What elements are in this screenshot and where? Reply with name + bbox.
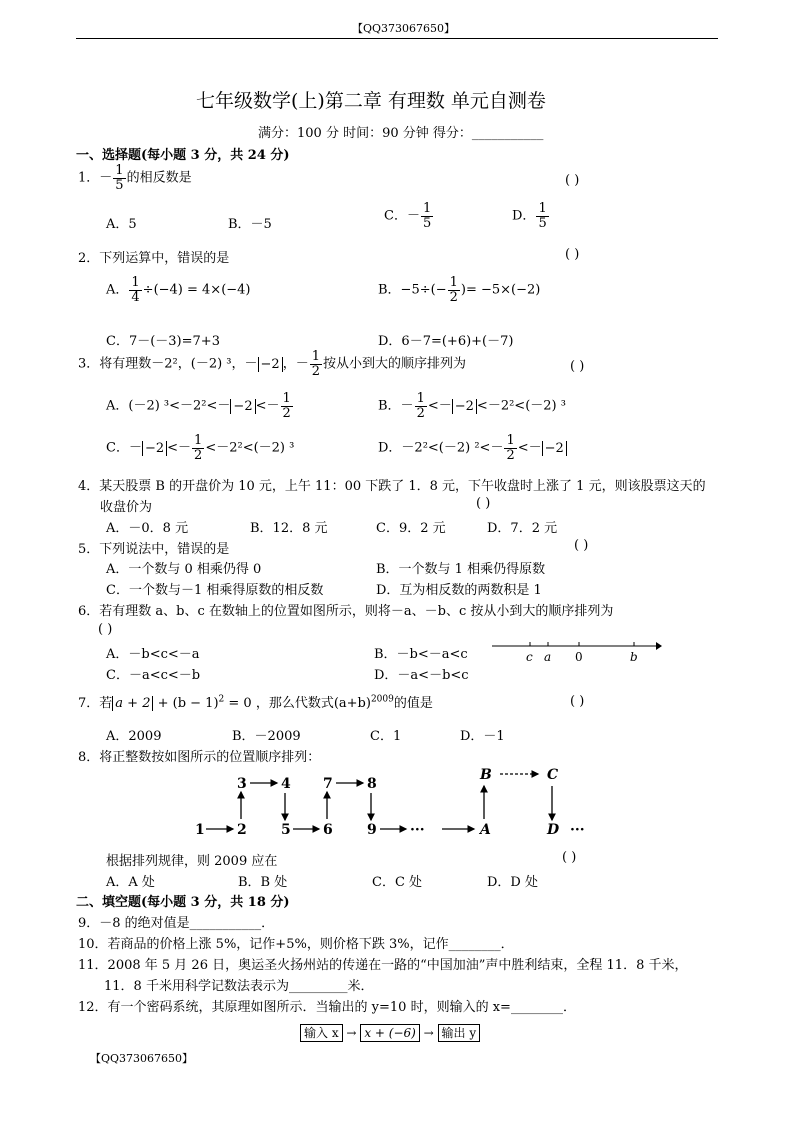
question-11: 11．2008 年 5 月 26 日，奥运圣火扬州站的传递在一路的“中国加油”声中胜利结束，全程 11．8 千米，	[78, 958, 688, 973]
header-rule	[76, 38, 718, 39]
q7-option-d: D．－1	[460, 729, 505, 744]
q2-option-c: C．7－(－3)=7+3	[106, 334, 220, 349]
number-line-figure	[488, 636, 664, 666]
q5-answer-paren: ( )	[574, 538, 589, 553]
q3-option-d: D．－2²<(－2) ²<－ $\frac{1}{2}$ <－ −2	[378, 434, 567, 462]
q8-option-d: D．D 处	[487, 875, 538, 890]
label-b: b	[630, 650, 638, 664]
q2-option-d: D．6－7=(+6)+(－7)	[378, 334, 514, 349]
node-6: 6	[323, 822, 333, 838]
number-arrangement-figure	[190, 764, 620, 844]
question-6: 6．若有理数 a、b、c 在数轴上的位置如图所示，则将－a、－b、c 按从小到大的顺序排列为	[78, 604, 614, 619]
score-meta: 满分：100 分 时间：90 分钟 得分：___________	[258, 126, 544, 141]
node-7: 7	[323, 776, 333, 792]
question-7: 7．若 $a + 2 + (b - 1)^2 = 0$ ，那么代数式$(a+b)^{2009}$的值是	[78, 694, 433, 711]
flow-operation-box: x + (−6)	[360, 1024, 420, 1042]
node-C: C	[547, 767, 559, 783]
node-3: 3	[237, 776, 247, 792]
ellipsis-dots-2: ···	[570, 822, 585, 838]
node-B: B	[480, 767, 492, 783]
question-5: 5．下列说法中，错误的是	[78, 542, 230, 557]
q2-option-b: B．−5÷(− $\frac{1}{2}$ )= −5×(−2)	[378, 275, 541, 305]
q4-answer-paren: ( )	[476, 496, 491, 511]
label-a: a	[544, 650, 552, 664]
q6-option-b: B．－b<－a<c	[374, 647, 468, 662]
footer-tag: 【QQ373067650】	[90, 1052, 194, 1065]
node-A: A	[480, 822, 491, 838]
flow-input-box: 输入 x	[300, 1024, 343, 1042]
label-c: c	[526, 650, 533, 664]
q5-option-b: B．一个数与 1 相乘仍得原数	[376, 562, 546, 577]
flow-diagram	[300, 1024, 480, 1042]
q2-answer-paren: ( )	[565, 247, 580, 262]
page-title: 七年级数学(上)第二章 有理数 单元自测卷	[196, 90, 546, 112]
q3-option-b: B．－ $\frac{1}{2}$ <－ −2 <－2²<(－2) ³	[378, 391, 566, 421]
q3-option-a: A．(－2) ³<－2²<－ −2 <－ $\frac{1}{2}$	[106, 391, 291, 421]
q1-option-b: B．－5	[228, 217, 272, 232]
q3-answer-paren: ( )	[570, 359, 585, 374]
node-5: 5	[281, 822, 291, 838]
q5-option-a: A．一个数与 0 相乘仍得 0	[106, 562, 262, 577]
question-11-cont: 11．8 千米用科学记数法表示为_________米．	[104, 979, 374, 994]
question-10: 10．若商品的价格上涨 5%，记作+5%，则价格下跌 3%，记作________．	[78, 937, 514, 952]
q7-answer-paren: ( )	[570, 694, 585, 709]
section-1-title: 一、选择题(每小题 3 分，共 24 分)	[76, 148, 290, 163]
q6-option-d: D．－a<－b<c	[374, 668, 469, 683]
q7-option-b: B．－2009	[232, 729, 301, 744]
flow-arrow-1: →	[346, 1026, 357, 1040]
flow-output-box: 输出 y	[438, 1024, 481, 1042]
section-2-title: 二、填空题(每小题 3 分，共 18 分)	[76, 895, 290, 910]
question-4: 4．某天股票 B 的开盘价为 10 元，上午 11：00 下跌了 1．8 元，下午收盘时上涨了 1 元，则该股票这天的	[78, 479, 706, 494]
number-line-arrow	[656, 642, 662, 650]
node-1: 1	[195, 822, 205, 838]
q4-option-b: B．12．8 元	[250, 521, 328, 536]
q2-option-a: A． $\frac{1}{4}$ ÷(−4) = 4×(−4)	[106, 275, 251, 305]
ellipsis-dots: ···	[410, 822, 425, 838]
node-9: 9	[367, 822, 377, 838]
question-2: 2．下列运算中，错误的是	[78, 251, 230, 266]
q8-option-b: B．B 处	[238, 875, 288, 890]
question-4-cont: 收盘价为	[100, 500, 153, 515]
q1-option-a: A．5	[106, 217, 137, 232]
q3-option-c: C．－ −2 <－ $\frac{1}{2}$ <－2²<(－2) ³	[106, 433, 295, 463]
q4-option-c: C．9．2 元	[376, 521, 446, 536]
q1-answer-paren: ( )	[565, 173, 580, 188]
q5-option-c: C．一个数与－1 相乘得原数的相反数	[106, 583, 324, 598]
node-D: D	[547, 822, 560, 838]
q6-option-c: C．－a<c<－b	[106, 668, 201, 683]
q7-option-a: A．2009	[106, 729, 162, 744]
question-8: 8．将正整数按如图所示的位置顺序排列：	[78, 750, 321, 765]
q4-option-a: A．－0．8 元	[106, 521, 189, 536]
question-3: 3．将有理数－2²，(－2) ³，－ −2 ，－ $\frac{1}{2}$ 按从小到大的顺序排列为	[78, 349, 466, 379]
question-9: 9．－8 的绝对值是___________．	[78, 916, 275, 931]
q8-option-a: A．A 处	[106, 875, 155, 890]
flow-arrow-2: →	[423, 1026, 434, 1040]
q8-option-c: C．C 处	[372, 875, 423, 890]
q7-option-c: C．1	[370, 729, 402, 744]
q6-answer-paren: ( )	[98, 622, 113, 637]
node-8: 8	[367, 776, 377, 792]
q6-option-a: A．－b<c<－a	[106, 647, 200, 662]
label-0: 0	[575, 650, 583, 664]
node-4: 4	[281, 776, 291, 792]
question-1: 1．－ $\frac{1}{5}$ 的相反数是	[78, 163, 192, 193]
question-8-cont: 根据排列规律，则 2009 应在	[106, 854, 278, 869]
q5-option-d: D．互为相反数的两数积是 1	[376, 583, 542, 598]
q4-option-d: D．7．2 元	[487, 521, 558, 536]
q1-option-d: D． $\frac{1}{5}$	[512, 201, 547, 231]
header-tag: 【QQ373067650】	[352, 22, 456, 35]
q1-option-c: C．－ $\frac{1}{5}$	[384, 201, 432, 231]
node-2: 2	[237, 822, 247, 838]
q8-answer-paren: ( )	[562, 850, 577, 865]
question-12: 12．有一个密码系统，其原理如图所示．当输出的 y=10 时，则输入的 x=________．	[78, 1000, 576, 1015]
